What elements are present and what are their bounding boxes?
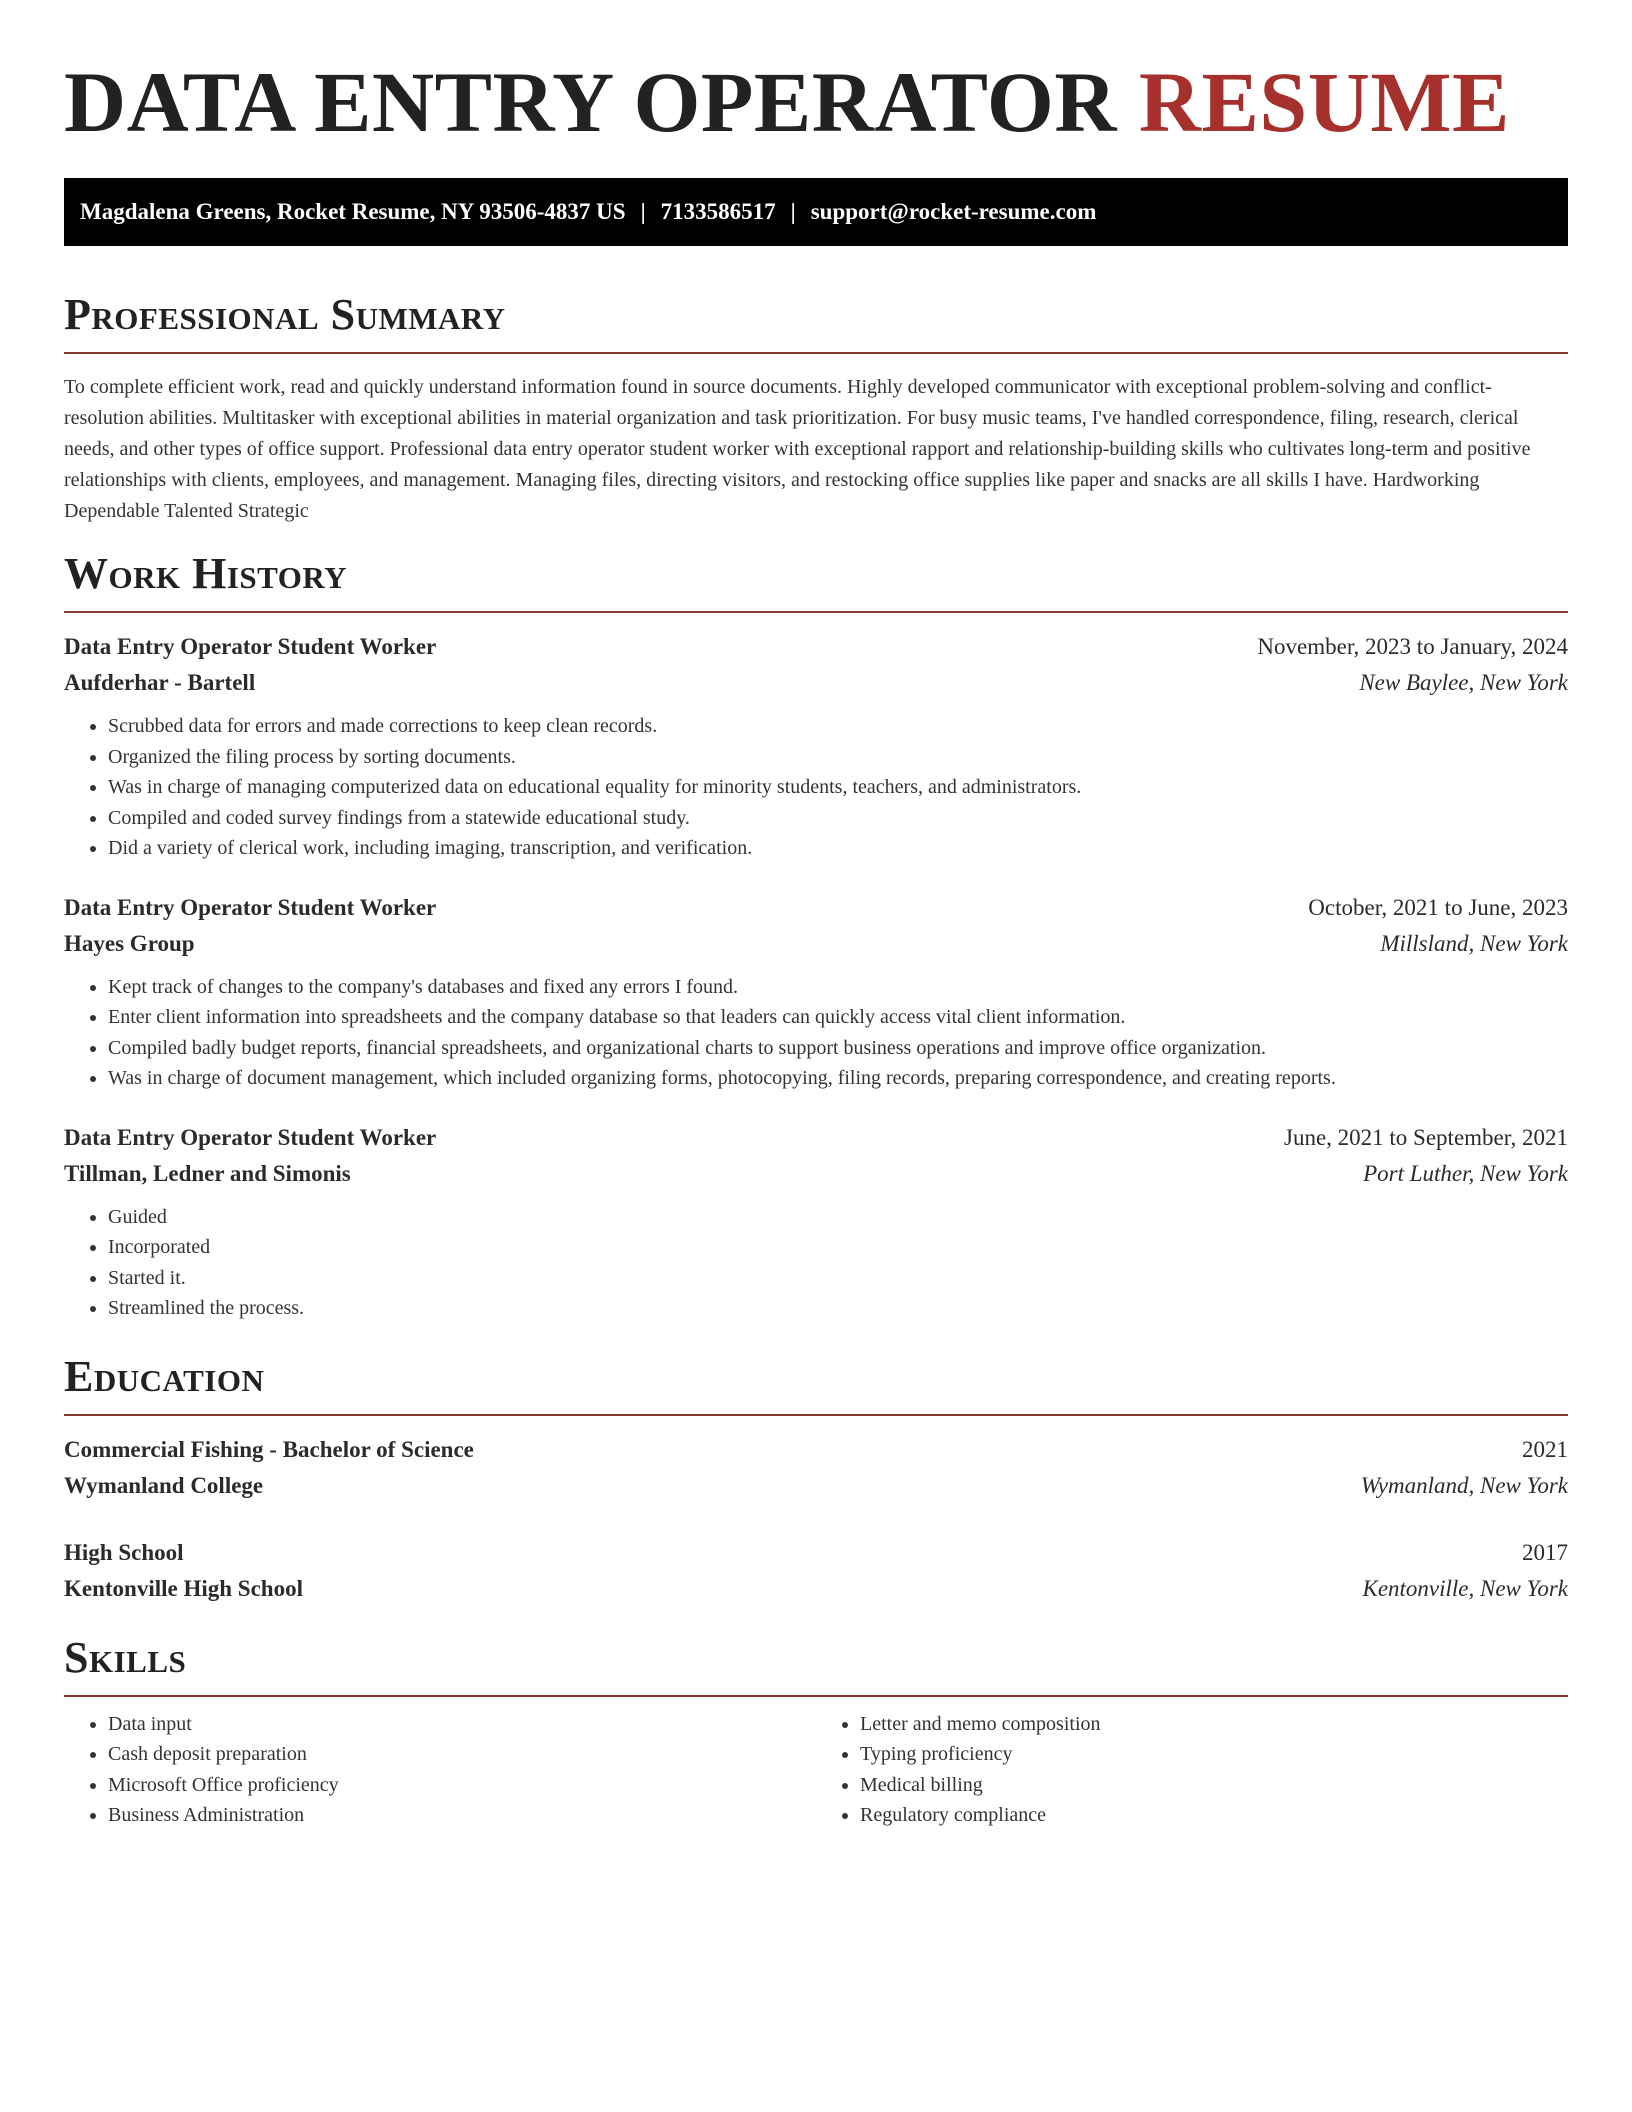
- skill-item: • Cash deposit preparation: [108, 1739, 816, 1770]
- summary-section: [64, 290, 1568, 527]
- job-bullets: [64, 1202, 1568, 1324]
- summary-text: To complete efficient work, read and quickly understand information found in source documents. Highly developed communicator with exceptional problem-solving and conflict-resolution abilities. Multitasker with exceptional abilities in material organization and task prioritization. For busy music teams, I've handled correspondence, filing, research, clerical needs, and other types of office support. Professional data entry operator student worker with exceptional rapport and relationship-building skills who cultivates long-term and positive relationships with clients, employees, and management. Managing files, directing visitors, and restocking office supplies like paper and snacks are all skills I have. Hardworking Dependable Talented Strategic: [64, 376, 1531, 522]
- list-item: • Compiled and coded survey findings from a statewide educational study.: [108, 803, 1568, 834]
- contact-separator: |: [640, 199, 646, 224]
- skills-section: [64, 1633, 1568, 1831]
- job-company: Hayes Group: [64, 930, 195, 956]
- job-bullets: [64, 972, 1568, 1094]
- skills-list-right: [816, 1709, 1568, 1831]
- work-history-section: [64, 549, 1568, 1324]
- job-title: Data Entry Operator Student Worker: [64, 634, 437, 659]
- education-entry: [64, 1432, 1568, 1504]
- job-header-row: [64, 890, 1568, 926]
- job-location: Port Luther, New York: [1363, 1160, 1568, 1186]
- list-item: • Was in charge of document management, which included organizing forms, photocopying, filing records, preparing correspondence, and creating reports.: [108, 1063, 1568, 1094]
- summary-heading: Professional Summary: [64, 290, 506, 339]
- job-dates: June, 2021 to September, 2021: [1284, 1124, 1568, 1150]
- education-school: Wymanland College: [64, 1472, 264, 1498]
- skill-item: • Typing proficiency: [860, 1739, 1568, 1770]
- education-year: 2021: [1522, 1436, 1568, 1462]
- list-item: • Did a variety of clerical work, including imaging, transcription, and verification.: [108, 833, 1568, 864]
- education-degree-row: [64, 1432, 1568, 1468]
- job-company-row: [64, 926, 1568, 962]
- skills-columns: [64, 1709, 1568, 1831]
- skills-list-left: [64, 1709, 816, 1831]
- job-company: Aufderhar - Bartell: [64, 670, 256, 695]
- job-header-row: [64, 1120, 1568, 1156]
- job-title: Data Entry Operator Student Worker: [64, 894, 437, 920]
- list-item: • Was in charge of managing computerized data on educational equality for minority students, teachers, and administrators.: [108, 772, 1568, 803]
- skill-item: • Business Administration: [108, 1800, 816, 1831]
- skill-item: • Microsoft Office proficiency: [108, 1770, 816, 1801]
- job-location: New Baylee, New York: [1359, 670, 1568, 695]
- job-bullets: [64, 711, 1568, 864]
- education-degree: Commercial Fishing - Bachelor of Science: [64, 1436, 474, 1462]
- job-company-row: [64, 1156, 1568, 1192]
- education-heading: Education: [64, 1351, 265, 1401]
- section-divider: [64, 1414, 1568, 1416]
- list-item: • Guided: [108, 1202, 1568, 1233]
- contact-address: Magdalena Greens, Rocket Resume, NY 93506-4837 US: [80, 199, 626, 224]
- education-location: Wymanland, New York: [1360, 1472, 1568, 1498]
- list-item: • Incorporated: [108, 1232, 1568, 1263]
- education-degree: High School: [64, 1539, 184, 1565]
- job-header-row: [64, 629, 1568, 665]
- list-item: • Enter client information into spreadsheets and the company database so that leaders can quickly access vital client information.: [108, 1002, 1568, 1033]
- education-section: [64, 1352, 1568, 1607]
- contact-bar: [64, 178, 1568, 246]
- education-degree-row: [64, 1535, 1568, 1571]
- job-entry: [64, 1120, 1568, 1324]
- skill-item: • Medical billing: [860, 1770, 1568, 1801]
- section-divider: [64, 611, 1568, 613]
- job-company-row: [64, 665, 1568, 701]
- skill-item: • Letter and memo composition: [860, 1709, 1568, 1740]
- job-entry: [64, 890, 1568, 1094]
- education-year: 2017: [1522, 1539, 1568, 1565]
- job-entry: [64, 629, 1568, 864]
- resume-title: [64, 56, 1568, 148]
- list-item: • Organized the filing process by sorting documents.: [108, 742, 1568, 773]
- section-divider: [64, 1695, 1568, 1697]
- job-location: Millsland, New York: [1380, 930, 1568, 956]
- job-title: Data Entry Operator Student Worker: [64, 1124, 437, 1150]
- title-accent: RESUME: [1138, 54, 1510, 150]
- list-item: • Kept track of changes to the company's databases and fixed any errors I found.: [108, 972, 1568, 1003]
- education-school-row: [64, 1468, 1568, 1504]
- skill-item: • Data input: [108, 1709, 816, 1740]
- work-history-heading: Work History: [64, 549, 348, 598]
- list-item: • Started it.: [108, 1263, 1568, 1294]
- job-dates: November, 2023 to January, 2024: [1257, 634, 1568, 659]
- list-item: • Streamlined the process.: [108, 1293, 1568, 1324]
- education-location: Kentonville, New York: [1362, 1575, 1568, 1601]
- contact-email: support@rocket-resume.com: [810, 199, 1097, 224]
- list-item: • Compiled badly budget reports, financial spreadsheets, and organizational charts to support business operations and improve office organization.: [108, 1033, 1568, 1064]
- contact-separator: |: [790, 199, 796, 224]
- skills-heading: Skills: [64, 1632, 187, 1682]
- section-divider: [64, 352, 1568, 354]
- contact-phone: 7133586517: [660, 199, 776, 224]
- education-entry: [64, 1535, 1568, 1607]
- education-school: Kentonville High School: [64, 1575, 303, 1601]
- education-school-row: [64, 1571, 1568, 1607]
- skill-item: • Regulatory compliance: [860, 1800, 1568, 1831]
- job-dates: October, 2021 to June, 2023: [1308, 894, 1568, 920]
- title-main: DATA ENTRY OPERATOR: [64, 54, 1117, 150]
- list-item: • Scrubbed data for errors and made corrections to keep clean records.: [108, 711, 1568, 742]
- job-company: Tillman, Ledner and Simonis: [64, 1160, 351, 1186]
